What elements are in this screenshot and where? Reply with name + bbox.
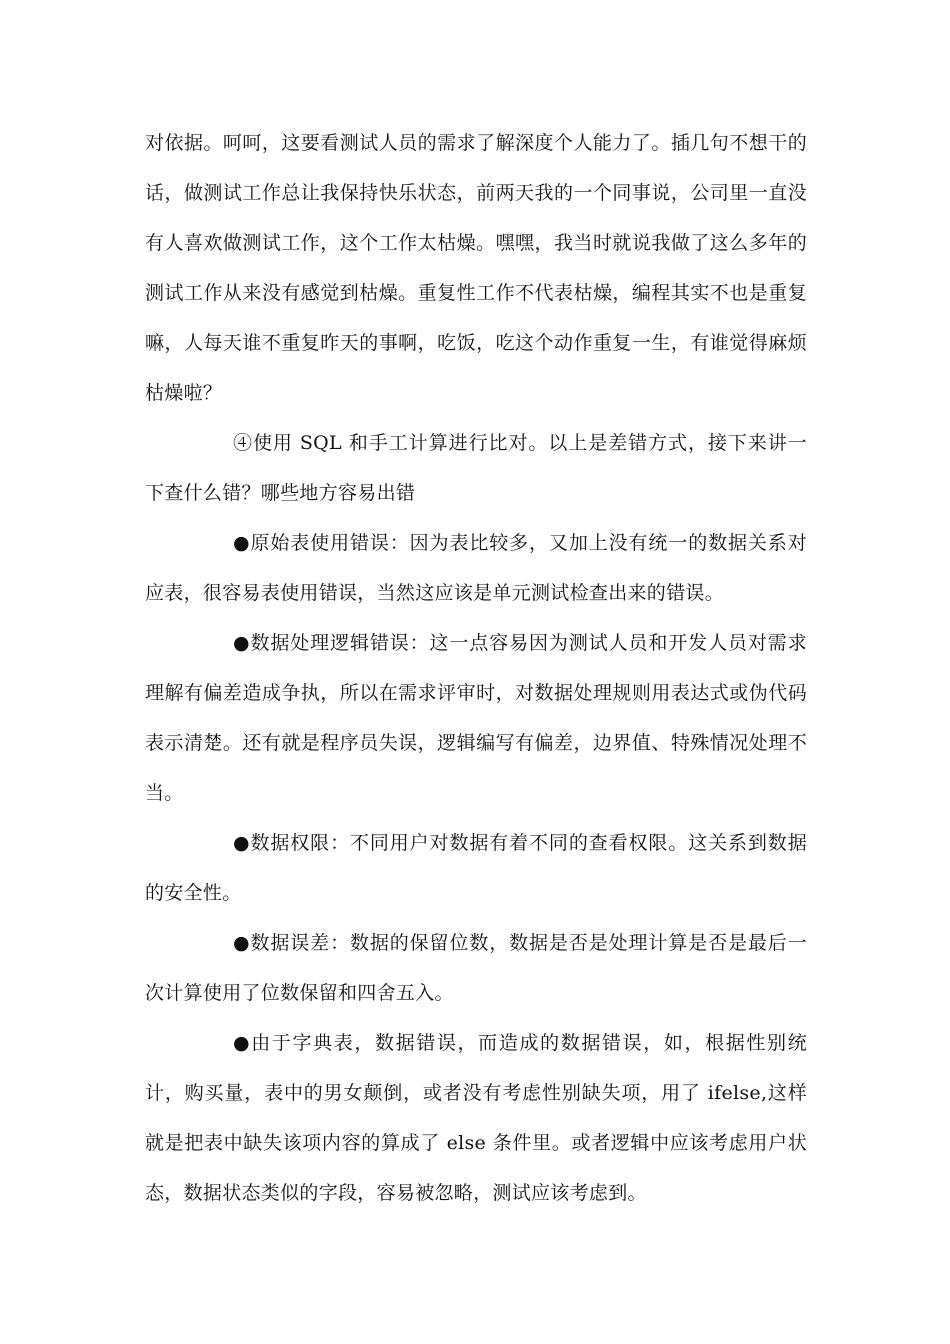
paragraph-continuation: 对依据。呵呵，这要看测试人员的需求了解深度个人能力了。插几句不想干的话，做测试工作总让我保持快乐状态，前两天我的一个同事说，公司里一直没有人喜欢做测试工作，这个工作太枯燥。嘿嘿，我当时就说我做了这么多年的测试工作从来没有感觉到枯燥。重复性工作不代表枯燥，编程其实不也是重复嘛，人每天谁不重复昨天的事啊，吃饭，吃这个动作重复一生，有谁觉得麻烦枯燥啦？	[145, 132, 807, 404]
paragraph-data-precision: ●数据误差：数据的保留位数，数据是否是处理计算是否是最后一次计算使用了位数保留和四舍五入。	[145, 932, 807, 1004]
document-page	[145, 118, 807, 1218]
paragraph-data-permission: ●数据权限：不同用户对数据有着不同的查看权限。这关系到数据的安全性。	[145, 832, 807, 904]
paragraph-logic-error: ●数据处理逻辑错误：这一点容易因为测试人员和开发人员对需求理解有偏差造成争执，所以在需求评审时，对数据处理规则用表达式或伪代码表示清楚。还有就是程序员失误，逻辑编写有偏差，边界值、特殊情况处理不当。	[145, 632, 807, 804]
paragraph-dictionary-table-error: ●由于字典表，数据错误，而造成的数据错误，如，根据性别统计，购买量，表中的男女颠倒，或者没有考虑性别缺失项，用了 ifelse,这样就是把表中缺失该项内容的算成了 else 条件里。或者逻辑中应该考虑用户状态，数据状态类似的字段，容易被忽略，测试应该考虑到。	[145, 1032, 807, 1204]
paragraph-sql-comparison: ④使用 SQL 和手工计算进行比对。以上是差错方式，接下来讲一下查什么错？哪些地方容易出错	[145, 432, 807, 504]
paragraph-source-table-error: ●原始表使用错误：因为表比较多，又加上没有统一的数据关系对应表，很容易表使用错误，当然这应该是单元测试检查出来的错误。	[145, 532, 807, 604]
